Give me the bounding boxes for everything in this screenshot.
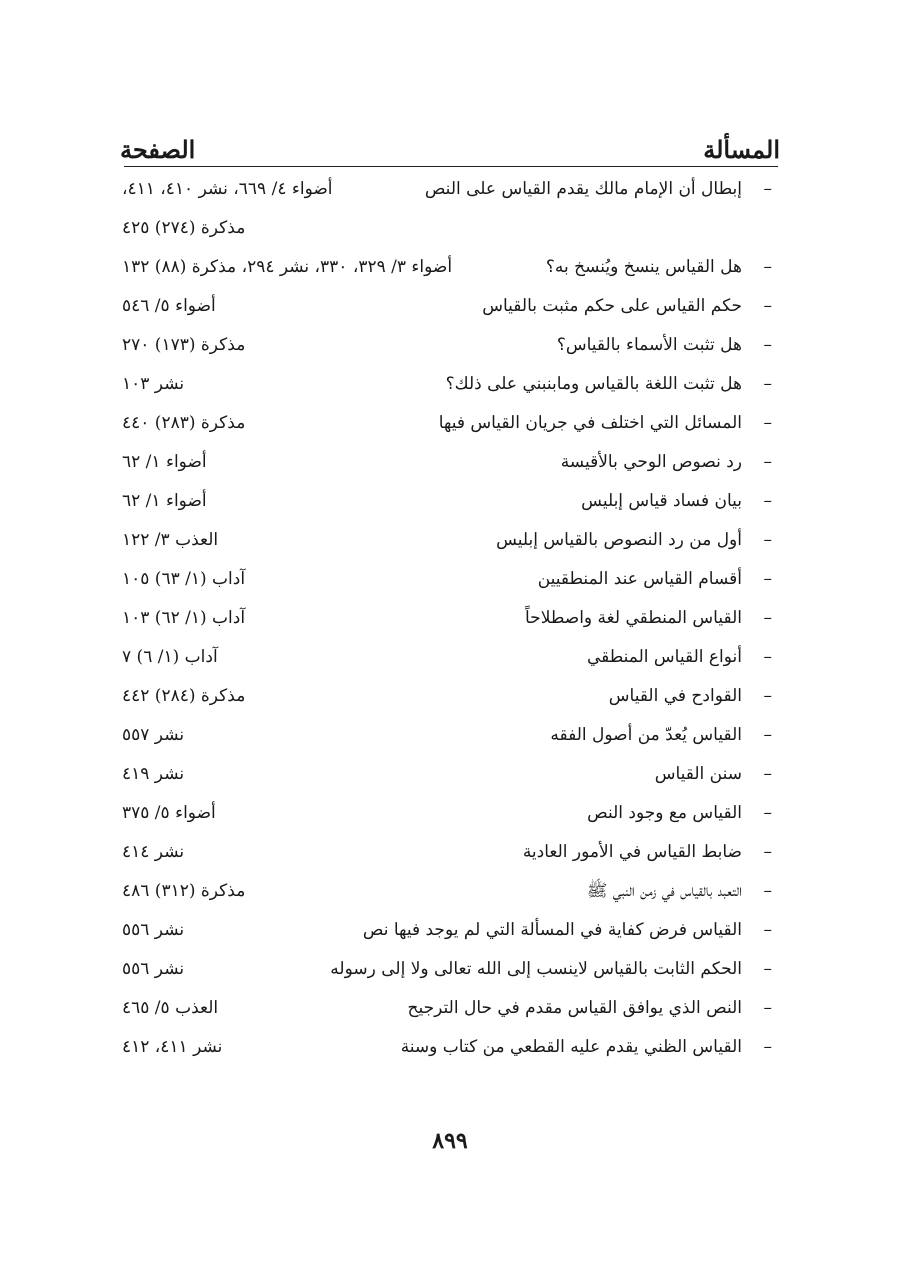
entry-bullet-dash: – bbox=[763, 413, 772, 433]
entry-bullet-dash: – bbox=[763, 491, 772, 511]
header-divider bbox=[124, 166, 778, 167]
entry-bullet-dash: – bbox=[763, 842, 772, 862]
entry-page-reference: نشر ٥٥٧ bbox=[122, 725, 185, 745]
entry-topic: النص الذي يوافق القياس مقدم في حال الترجيح bbox=[407, 998, 742, 1018]
entry-topic: القياس مع وجود النص bbox=[587, 803, 742, 823]
entry-page-reference: نشر ٤١٤ bbox=[122, 842, 185, 862]
entry-page-reference: آداب (١/ ٦٢) ١٠٣ bbox=[122, 608, 246, 628]
entry-page-reference: أضواء ٥/ ٥٤٦ bbox=[122, 296, 216, 316]
entry-page-reference: أضواء ٤/ ٦٦٩، نشر ٤١٠، ٤١١، bbox=[122, 179, 333, 199]
entry-page-reference: آداب (١/ ٦٣) ١٠٥ bbox=[122, 569, 246, 589]
entry-page-reference: نشر ٤١١، ٤١٢ bbox=[122, 1037, 223, 1057]
index-entry bbox=[120, 248, 780, 287]
index-entry bbox=[120, 794, 780, 833]
entry-page-reference: أضواء ٥/ ٣٧٥ bbox=[122, 803, 216, 823]
entry-page-reference: مذكرة (٣١٢) ٤٨٦ bbox=[122, 881, 246, 901]
entry-topic: ضابط القياس في الأمور العادية bbox=[522, 842, 742, 862]
index-entry bbox=[120, 209, 780, 248]
index-entry bbox=[120, 170, 780, 209]
index-entry bbox=[120, 911, 780, 950]
entry-bullet-dash: – bbox=[763, 920, 772, 940]
entry-topic: بيان فساد قياس إبليس bbox=[581, 491, 742, 511]
entry-bullet-dash: – bbox=[763, 257, 772, 277]
entry-topic: هل القياس ينسخ ويُنسخ به؟ bbox=[545, 257, 742, 277]
entry-topic: القياس المنطقي لغة واصطلاحاً bbox=[525, 608, 742, 628]
header-page-label: الصفحة bbox=[120, 135, 196, 164]
index-entry bbox=[120, 950, 780, 989]
entry-bullet-dash: – bbox=[763, 608, 772, 628]
header-topic-label: المسألة bbox=[703, 135, 780, 164]
index-entry bbox=[120, 560, 780, 599]
entry-page-reference: أضواء ١/ ٦٢ bbox=[122, 491, 207, 511]
entry-topic: القياس الظني يقدم عليه القطعي من كتاب وسنة bbox=[400, 1037, 742, 1057]
entry-page-reference: نشر ١٠٣ bbox=[122, 374, 185, 394]
entry-page-reference: نشر ٥٥٦ bbox=[122, 920, 185, 940]
index-entry bbox=[120, 833, 780, 872]
entry-topic: هل تثبت اللغة بالقياس ومابنبني على ذلك؟ bbox=[445, 374, 742, 394]
entry-topic: أول من رد النصوص بالقياس إبليس bbox=[496, 530, 742, 550]
entry-topic: القوادح في القياس bbox=[608, 686, 742, 706]
index-entries-list bbox=[120, 170, 780, 1067]
entry-page-reference: نشر ٤١٩ bbox=[122, 764, 185, 784]
index-entry bbox=[120, 872, 780, 911]
entry-topic: رد نصوص الوحي بالأقيسة bbox=[560, 452, 742, 472]
entry-bullet-dash: – bbox=[763, 179, 772, 199]
entry-topic: القياس فرض كفاية في المسألة التي لم يوجد فيها نص bbox=[362, 920, 742, 940]
entry-topic: أقسام القياس عند المنطقيين bbox=[537, 569, 742, 589]
entry-bullet-dash: – bbox=[763, 686, 772, 706]
index-entry bbox=[120, 404, 780, 443]
entry-topic: القياس يُعدّ من أصول الفقه bbox=[550, 725, 742, 745]
index-entry bbox=[120, 326, 780, 365]
index-entry bbox=[120, 521, 780, 560]
index-entry bbox=[120, 716, 780, 755]
index-entry bbox=[120, 989, 780, 1028]
entry-page-reference: العذب ٥/ ٤٦٥ bbox=[122, 998, 219, 1018]
entry-topic: هل تثبت الأسماء بالقياس؟ bbox=[556, 335, 742, 355]
entry-page-reference: مذكرة (٢٨٤) ٤٤٢ bbox=[122, 686, 246, 706]
index-entry bbox=[120, 599, 780, 638]
entry-bullet-dash: – bbox=[763, 959, 772, 979]
entry-page-reference: نشر ٥٥٦ bbox=[122, 959, 185, 979]
entry-bullet-dash: – bbox=[763, 725, 772, 745]
entry-topic: إبطال أن الإمام مالك يقدم القياس على النص bbox=[424, 179, 742, 199]
index-entry bbox=[120, 755, 780, 794]
entry-bullet-dash: – bbox=[763, 296, 772, 316]
entry-bullet-dash: – bbox=[763, 647, 772, 667]
index-entry bbox=[120, 1028, 780, 1067]
entry-topic: حكم القياس على حكم مثبت بالقياس bbox=[482, 296, 742, 316]
entry-bullet-dash: – bbox=[763, 530, 772, 550]
entry-bullet-dash: – bbox=[763, 569, 772, 589]
entry-topic: المسائل التي اختلف في جريان القياس فيها bbox=[438, 413, 742, 433]
entry-topic: الحكم الثابت بالقياس لاينسب إلى الله تعالى ولا إلى رسوله bbox=[330, 959, 742, 979]
index-header bbox=[120, 124, 780, 164]
index-entry bbox=[120, 482, 780, 521]
entry-bullet-dash: – bbox=[763, 374, 772, 394]
entry-bullet-dash: – bbox=[763, 335, 772, 355]
entry-bullet-dash: – bbox=[763, 764, 772, 784]
entry-bullet-dash: – bbox=[763, 452, 772, 472]
entry-topic: أنواع القياس المنطقي bbox=[586, 647, 742, 667]
entry-topic: سنن القياس bbox=[654, 764, 742, 784]
index-entry bbox=[120, 638, 780, 677]
entry-bullet-dash: – bbox=[763, 1037, 772, 1057]
entry-bullet-dash: – bbox=[763, 803, 772, 823]
entry-page-reference: مذكرة (٢٧٤) ٤٢٥ bbox=[122, 218, 246, 238]
entry-bullet-dash: – bbox=[763, 881, 772, 901]
index-entry bbox=[120, 365, 780, 404]
entry-page-reference: مذكرة (٢٨٣) ٤٤٠ bbox=[122, 413, 246, 433]
entry-page-reference: العذب ٣/ ١٢٢ bbox=[122, 530, 219, 550]
entry-topic: التعبد بالقياس في زمن النبي ﷺ bbox=[586, 881, 742, 901]
entry-page-reference: آداب (١/ ٦) ٧ bbox=[122, 647, 218, 667]
index-entry bbox=[120, 677, 780, 716]
index-entry bbox=[120, 443, 780, 482]
entry-page-reference: أضواء ٣/ ٣٢٩، ٣٣٠، نشر ٢٩٤، مذكرة (٨٨) ١٣٢ bbox=[122, 257, 453, 277]
page-number: ٨٩٩ bbox=[432, 1128, 468, 1154]
entry-page-reference: أضواء ١/ ٦٢ bbox=[122, 452, 207, 472]
entry-bullet-dash: – bbox=[763, 998, 772, 1018]
entry-page-reference: مذكرة (١٧٣) ٢٧٠ bbox=[122, 335, 246, 355]
index-entry bbox=[120, 287, 780, 326]
